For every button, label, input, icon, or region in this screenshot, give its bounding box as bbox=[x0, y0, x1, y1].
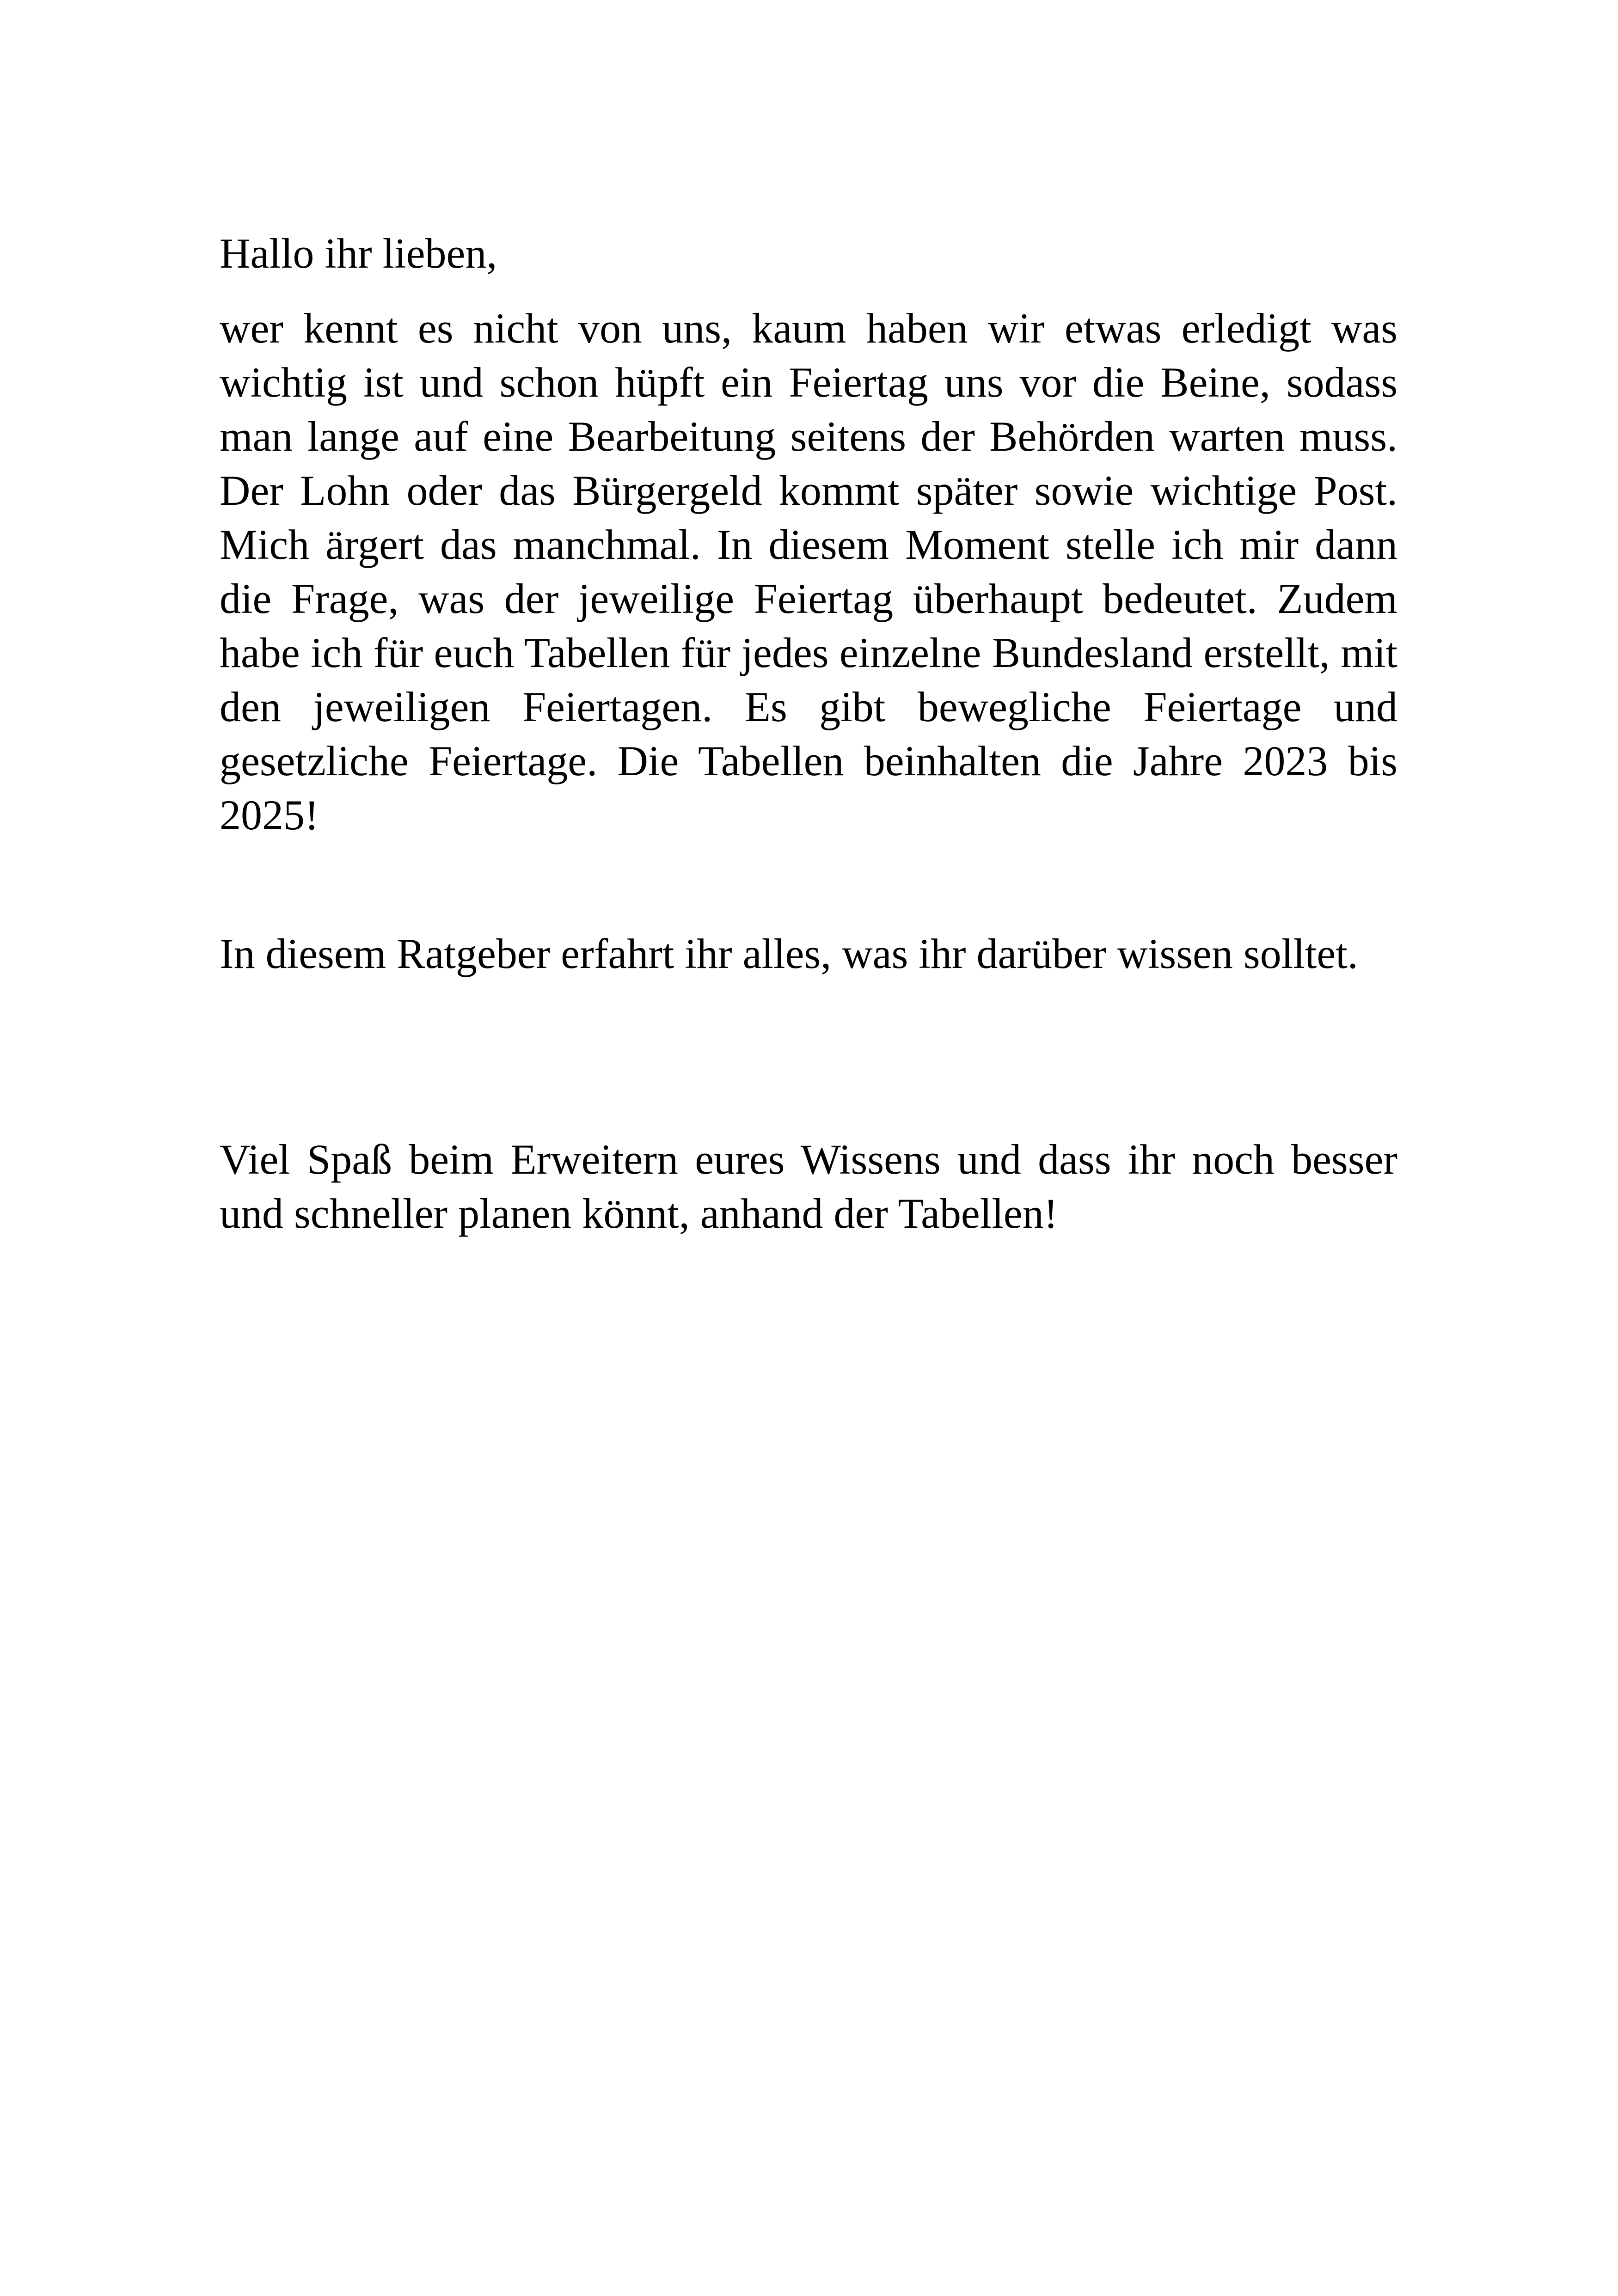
greeting-line: Hallo ihr lieben, bbox=[220, 230, 497, 277]
guide-paragraph: In diesem Ratgeber erfahrt ihr alles, was ihr darüber wissen solltet. bbox=[220, 930, 1358, 977]
intro-paragraph: wer kennt es nicht von uns, kaum haben wir etwas erledigt was wichtig ist und schon hüpft ein Feiertag uns vor die Beine, sodass man lange auf eine Bearbeitung seitens der Behörden warten muss. Der Lohn oder das Bürgergeld kommt später sowie wichtige Post. Mich ärgert das manchmal. In diesem Moment stelle ich mir dann die Frage, was der jeweilige Feiertag überhaupt bedeutet. Zudem habe ich für euch Tabellen für jedes einzelne Bundesland erstellt, mit den jeweiligen Feiertagen. Es gibt bewegliche Feiertage und gesetzliche Feiertage. Die Tabellen beinhalten die Jahre 2023 bis 2025! bbox=[220, 305, 1397, 839]
closing-paragraph: Viel Spaß beim Erweitern eures Wissens und dass ihr noch besser und schneller planen könnt, anhand der Tabellen! bbox=[220, 1136, 1397, 1237]
